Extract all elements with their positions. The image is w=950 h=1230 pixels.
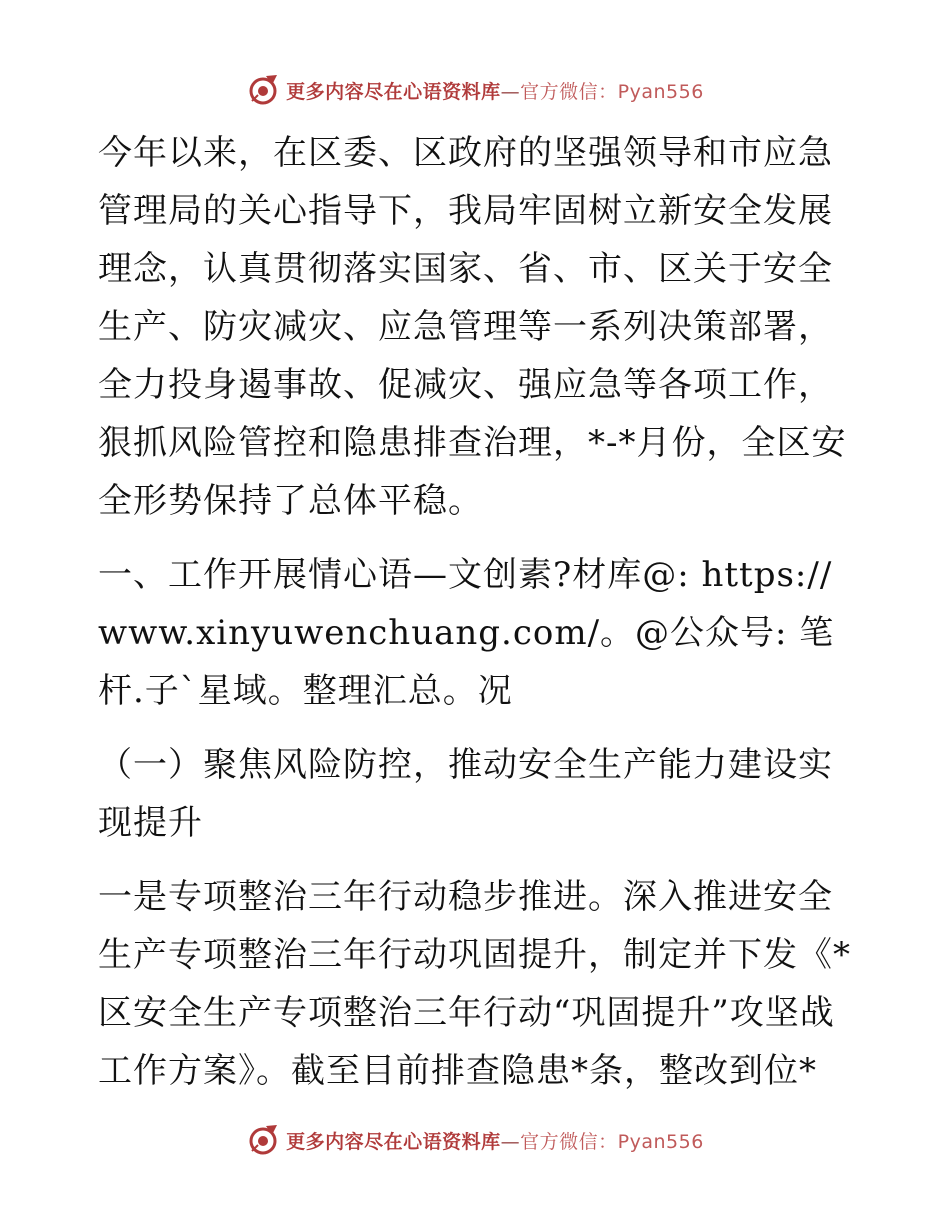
section-heading: 一、工作开展情心语—文创素?材库@: https://www.xinyuwenchuang.com/。@公众号: 笔杆.子`星域。整理汇总。况: [98, 555, 835, 711]
watermark-text: [286, 77, 704, 104]
watermark-separator: —: [500, 1130, 521, 1153]
watermark-account: 官方微信：Pyan556: [520, 80, 704, 103]
document-body: [98, 124, 858, 1100]
watermark-text: [286, 1127, 704, 1154]
intro-paragraph: 今年以来，在区委、区政府的坚强领导和市应急管理局的关心指导下，我局牢固树立新安全发展理念，认真贯彻落实国家、省、市、区关于安全生产、防灾减灾、应急管理等一系列决策部署，全力投身遏事故、促减灾、强应急等各项工作，狠抓风险管控和隐患排查治理，*-*月份，全区安全形势保持了总体平稳。: [98, 133, 847, 521]
footer-watermark: [0, 1120, 950, 1160]
quill-circle-icon: [246, 1123, 280, 1157]
watermark-brand: 更多内容尽在心语资料库: [286, 80, 501, 103]
body-paragraph: 一是专项整治三年行动稳步推进。深入推进安全生产专项整治三年行动巩固提升，制定并下发《*区安全生产专项整治三年行动“巩固提升”攻坚战工作方案》。截至目前排查隐患*条，整改到位*: [98, 877, 851, 1091]
quill-circle-icon: [246, 73, 280, 107]
watermark-separator: —: [500, 80, 521, 103]
subsection-heading: （一）聚焦风险防控，推动安全生产能力建设实现提升: [98, 745, 833, 843]
header-watermark: [0, 70, 950, 110]
watermark-account: 官方微信：Pyan556: [520, 1130, 704, 1153]
watermark-brand: 更多内容尽在心语资料库: [286, 1130, 501, 1153]
